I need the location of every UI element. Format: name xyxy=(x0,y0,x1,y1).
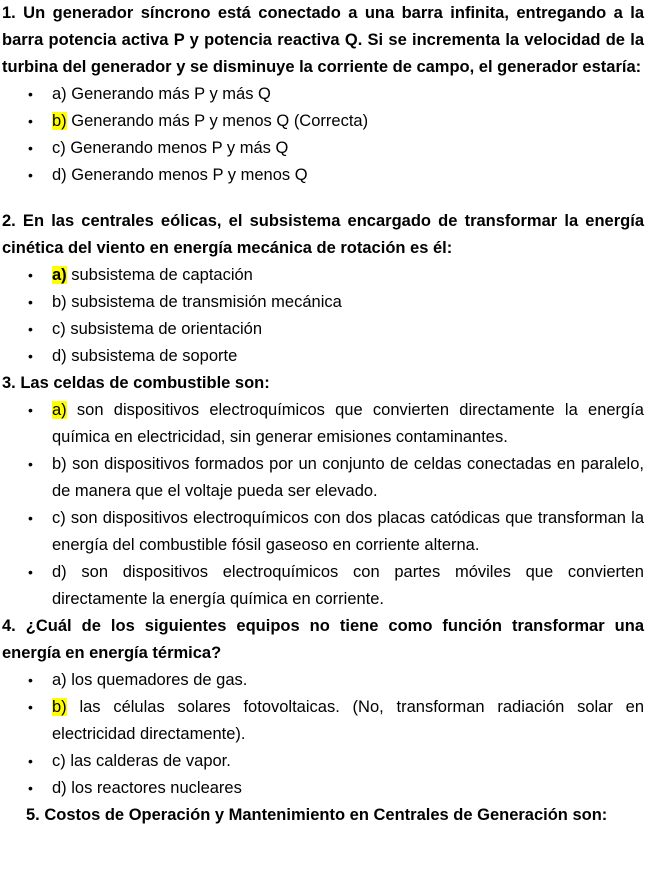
question-1-options xyxy=(2,81,644,189)
option-text: a) Generando más P y más Q xyxy=(52,85,271,103)
option-text: b) subsistema de transmisión mecánica xyxy=(52,293,342,311)
question-2: 2. En las centrales eólicas, el subsistema encargado de transformar la energía cinética del viento en energía mecánica de rotación es él: xyxy=(2,212,644,257)
bullet-icon: • xyxy=(28,456,33,472)
option-text: d) subsistema de soporte xyxy=(52,347,238,365)
option-text: d) los reactores nucleares xyxy=(52,779,242,797)
bullet-icon: • xyxy=(28,699,33,715)
option-1b xyxy=(2,108,644,135)
option-3b xyxy=(2,451,644,505)
question-2-options xyxy=(2,262,644,370)
option-1a xyxy=(2,81,644,108)
option-4d xyxy=(2,775,644,802)
answer-highlight: b) xyxy=(52,112,67,130)
question-3-options xyxy=(2,397,644,613)
option-1d xyxy=(2,162,644,189)
option-2b xyxy=(2,289,644,316)
option-4c xyxy=(2,748,644,775)
bullet-icon: • xyxy=(28,672,33,688)
bullet-icon: • xyxy=(28,510,33,526)
option-2c xyxy=(2,316,644,343)
option-text: las células solares fotovoltaicas. (No, transforman radiación solar en electricidad directamente). xyxy=(52,698,644,743)
option-text: c) subsistema de orientación xyxy=(52,320,263,338)
question-1: 1. Un generador síncrono está conectado a una barra infinita, entregando a la barra potencia activa P y potencia reactiva Q. Si se incrementa la velocidad de la turbina del generador y se disminuye la corriente de campo, el generador estaría: xyxy=(2,4,644,76)
bullet-icon: • xyxy=(28,140,33,156)
answer-highlight: a) xyxy=(52,401,67,419)
option-text: Generando más P y menos Q (Correcta) xyxy=(66,112,369,130)
option-text: c) son dispositivos electroquímicos con dos placas catódicas que transforman la energía del combustible fósil gaseoso en corriente alterna. xyxy=(52,509,644,554)
option-text: a) los quemadores de gas. xyxy=(52,671,248,689)
bullet-icon: • xyxy=(28,348,33,364)
option-2a xyxy=(2,262,644,289)
bullet-icon: • xyxy=(28,564,33,580)
answer-highlight: a) xyxy=(52,266,67,284)
option-text: subsistema de captación xyxy=(66,266,253,284)
option-1c xyxy=(2,135,644,162)
question-3: 3. Las celdas de combustible son: xyxy=(2,374,270,392)
bullet-icon: • xyxy=(28,294,33,310)
option-text: son dispositivos electroquímicos que convierten directamente la energía química en electricidad, sin generar emisiones contaminantes. xyxy=(52,401,644,446)
question-5: 5. Costos de Operación y Mantenimiento en Centrales de Generación son: xyxy=(26,806,608,824)
option-text: c) las calderas de vapor. xyxy=(52,752,231,770)
option-4a xyxy=(2,667,644,694)
bullet-icon: • xyxy=(28,402,33,418)
answer-highlight: b) xyxy=(52,698,67,716)
question-4: 4. ¿Cuál de los siguientes equipos no tiene como función transformar una energía en energía térmica? xyxy=(2,617,644,662)
option-4b xyxy=(2,694,644,748)
option-text: d) Generando menos P y menos Q xyxy=(52,166,308,184)
option-3a xyxy=(2,397,644,451)
option-text: b) son dispositivos formados por un conjunto de celdas conectadas en paralelo, de manera que el voltaje pueda ser elevado. xyxy=(52,455,644,500)
option-2d xyxy=(2,343,644,370)
bullet-icon: • xyxy=(28,267,33,283)
bullet-icon: • xyxy=(28,780,33,796)
option-text: d) son dispositivos electroquímicos con partes móviles que convierten directamente la energía química en corriente. xyxy=(52,563,644,608)
bullet-icon: • xyxy=(28,167,33,183)
bullet-icon: • xyxy=(28,113,33,129)
option-text: c) Generando menos P y más Q xyxy=(52,139,289,157)
bullet-icon: • xyxy=(28,321,33,337)
option-3c xyxy=(2,505,644,559)
option-3d xyxy=(2,559,644,613)
question-4-options xyxy=(2,667,644,802)
bullet-icon: • xyxy=(28,86,33,102)
bullet-icon: • xyxy=(28,753,33,769)
